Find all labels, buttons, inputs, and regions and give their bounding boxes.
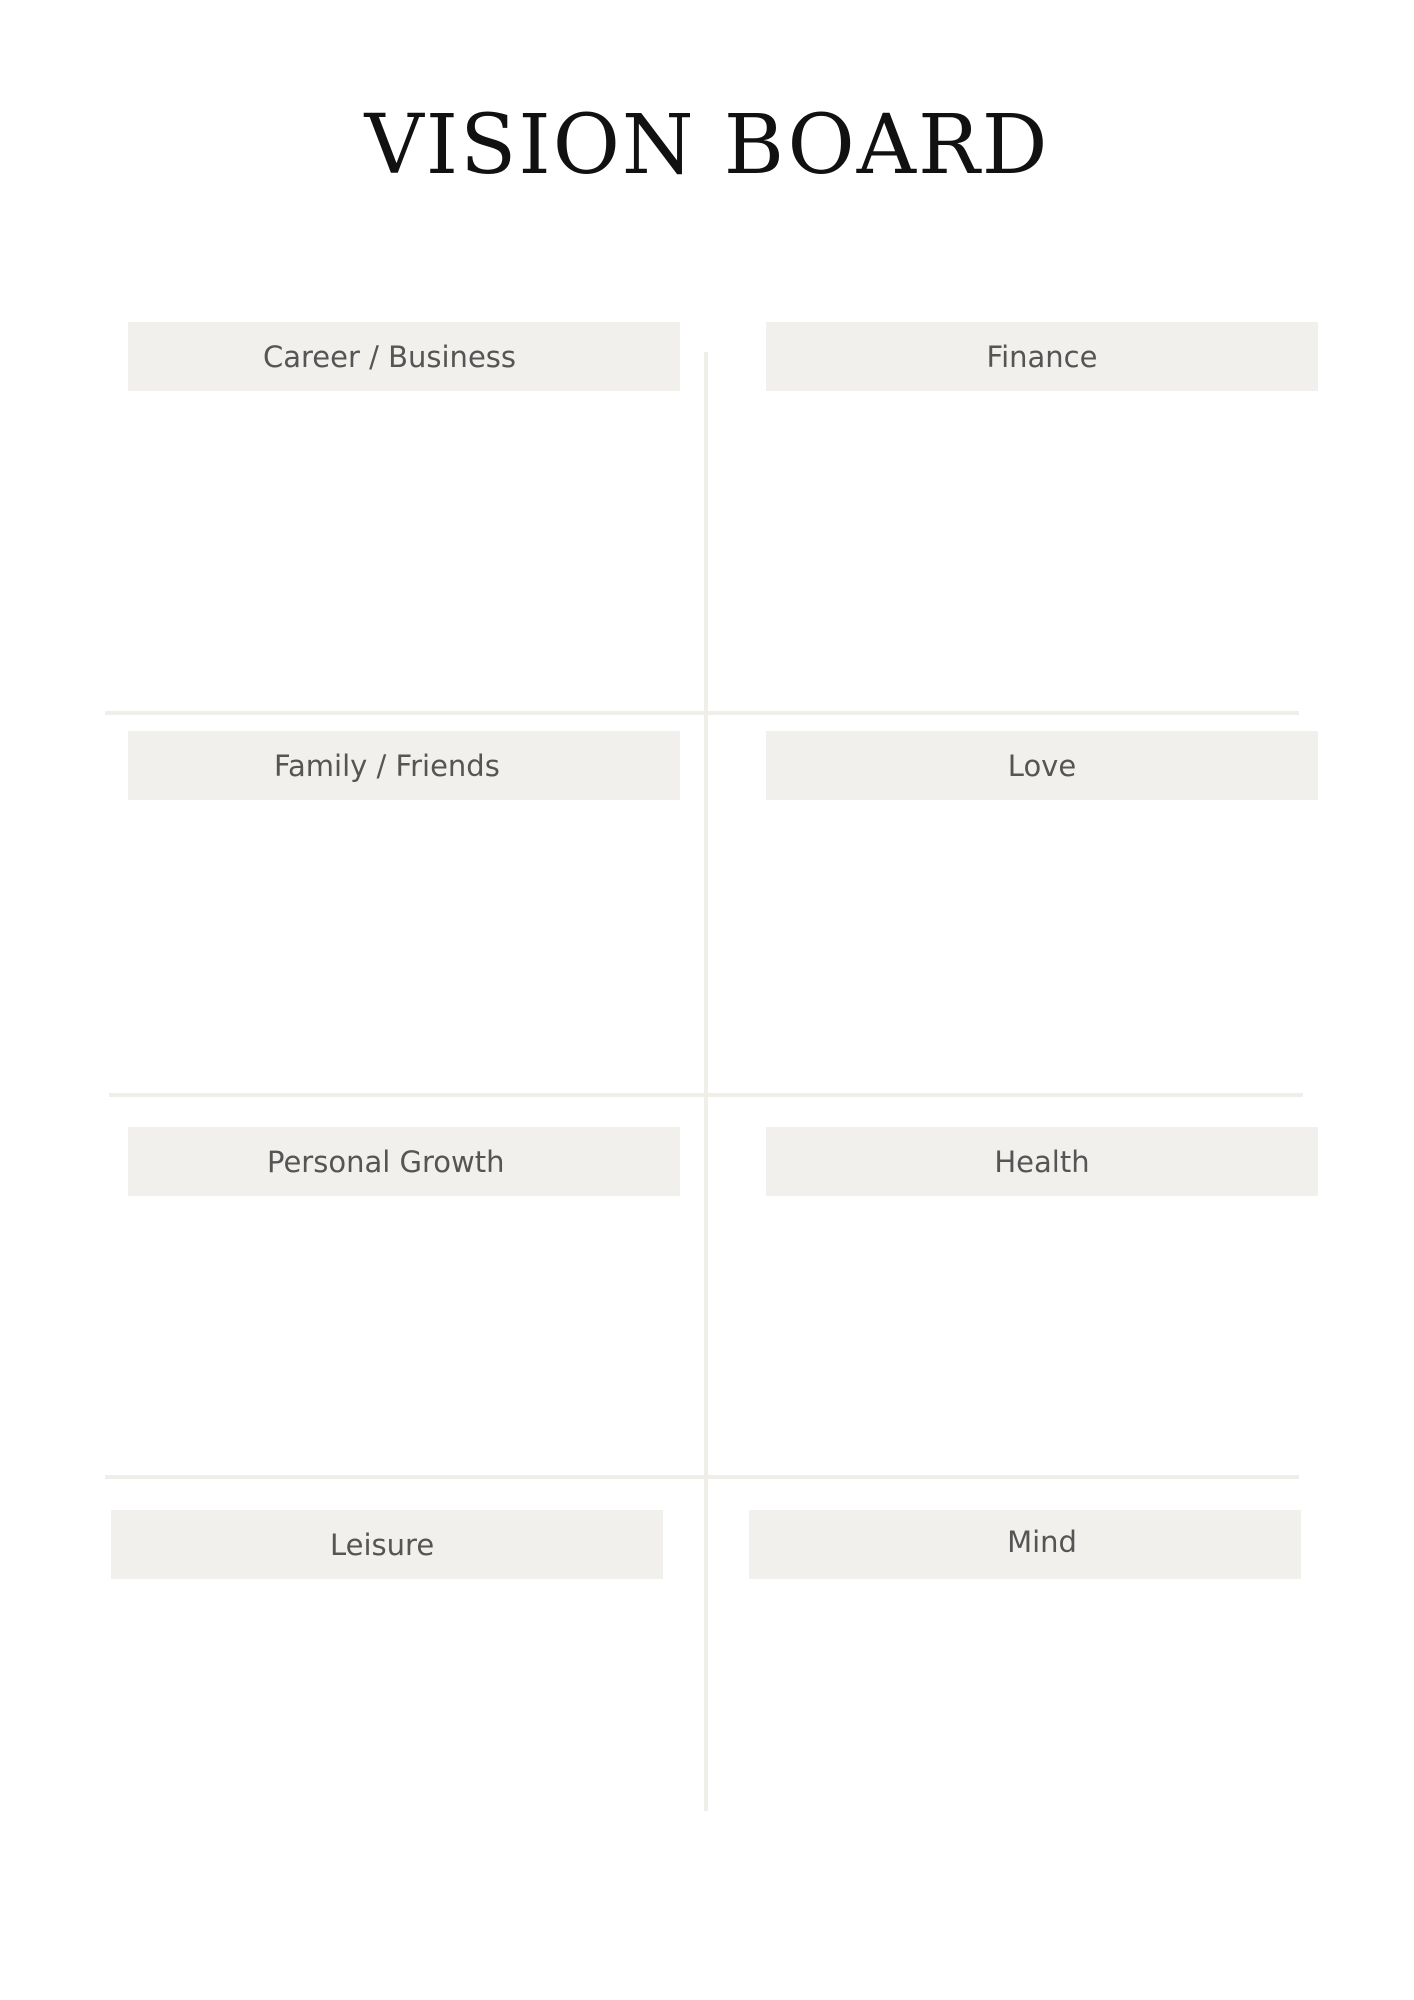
row-divider-2 (109, 1093, 1303, 1097)
section-label-text: Family / Friends (274, 748, 500, 783)
section-label-mind (749, 1510, 1301, 1579)
section-label-text: Mind (1007, 1524, 1077, 1559)
center-divider-vertical (704, 352, 708, 1811)
row-divider-1 (105, 711, 1299, 715)
section-label-family-friends (128, 731, 680, 800)
section-label-leisure (111, 1510, 663, 1579)
row-divider-3 (105, 1475, 1299, 1479)
section-label-finance (766, 322, 1318, 391)
section-label-text: Career / Business (263, 339, 516, 374)
page-title: VISION BOARD (364, 98, 1050, 193)
section-label-text: Personal Growth (267, 1144, 505, 1179)
section-label-love (766, 731, 1318, 800)
section-label-text: Health (994, 1144, 1090, 1179)
section-label-text: Finance (986, 339, 1098, 374)
section-label-text: Leisure (330, 1527, 435, 1562)
section-label-career-business (128, 322, 680, 391)
section-label-health (766, 1127, 1318, 1196)
section-label-personal-growth (128, 1127, 680, 1196)
section-label-text: Love (1007, 748, 1077, 783)
